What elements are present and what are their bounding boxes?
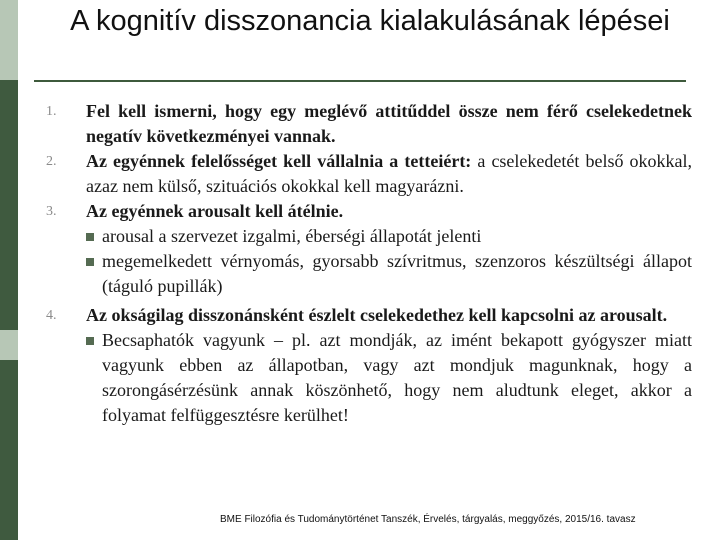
sub-bullet-text: arousal a szervezet izgalmi, éberségi állapotát jelenti [102,226,482,246]
sub-bullet [102,249,692,299]
step-item [36,99,692,149]
step-text [86,149,692,199]
step-heading: Fel kell ismerni, hogy egy meglévő attitűddel össze nem férő cselekedetnek negatív következményei vannak. [86,101,692,146]
sub-bullet [102,328,692,428]
sidebar-decoration [0,0,18,540]
sidebar-band-dark-top [0,80,18,330]
title-divider [34,80,686,82]
step-list [36,99,692,428]
sidebar-band-dark-bottom [0,360,18,540]
slide-title: A kognitív disszonancia kialakulásának lépései [70,5,670,37]
step-heading: Az egyénnek arousalt kell átélnie. [86,201,344,221]
step-text [86,199,692,224]
sub-bullet-text: megemelkedett vérnyomás, gyorsabb szívritmus, szenzoros készültségi állapot (táguló pupillák) [102,251,692,296]
square-bullet-icon [86,233,94,241]
square-bullet-icon [86,337,94,345]
step-text [86,303,692,328]
step-detail: a cselekedetét belső okokkal, azaz nem külső, szituációs okokkal kell magyarázni. [86,151,693,196]
sub-bullet [102,224,692,249]
step-heading: Az egyénnek felelősséget kell vállalnia a tetteiért: [86,151,472,171]
step-item [36,199,692,299]
step-item [36,303,692,428]
step-number: 2. [46,154,57,169]
step-number: 3. [46,204,57,219]
sidebar-band-light-top [0,0,18,80]
footer-credit: BME Filozófia és Tudománytörténet Tanszék, Érvelés, tárgyalás, meggyőzés, 2015/16. tavasz [220,514,636,525]
sub-bullet-text: Becsaphatók vagyunk – pl. azt mondják, az imént bekapott gyógyszer miatt vagyunk ebben az állapotban, vagy azt mondjuk magunknak, hogy a szorongásérzésünk annak köszönhető, hogy nem aludtunk eleget, akkor a folyamat felfüggesztésre kerülhet! [102,330,692,425]
step-number: 4. [46,308,57,323]
step-heading: Az okságilag disszonánsként észlelt cselekedethez kell kapcsolni az arousalt. [86,305,668,325]
sidebar-band-light-mid [0,330,18,360]
step-text [86,99,692,149]
square-bullet-icon [86,258,94,266]
step-item [36,149,692,199]
step-number: 1. [46,104,57,119]
